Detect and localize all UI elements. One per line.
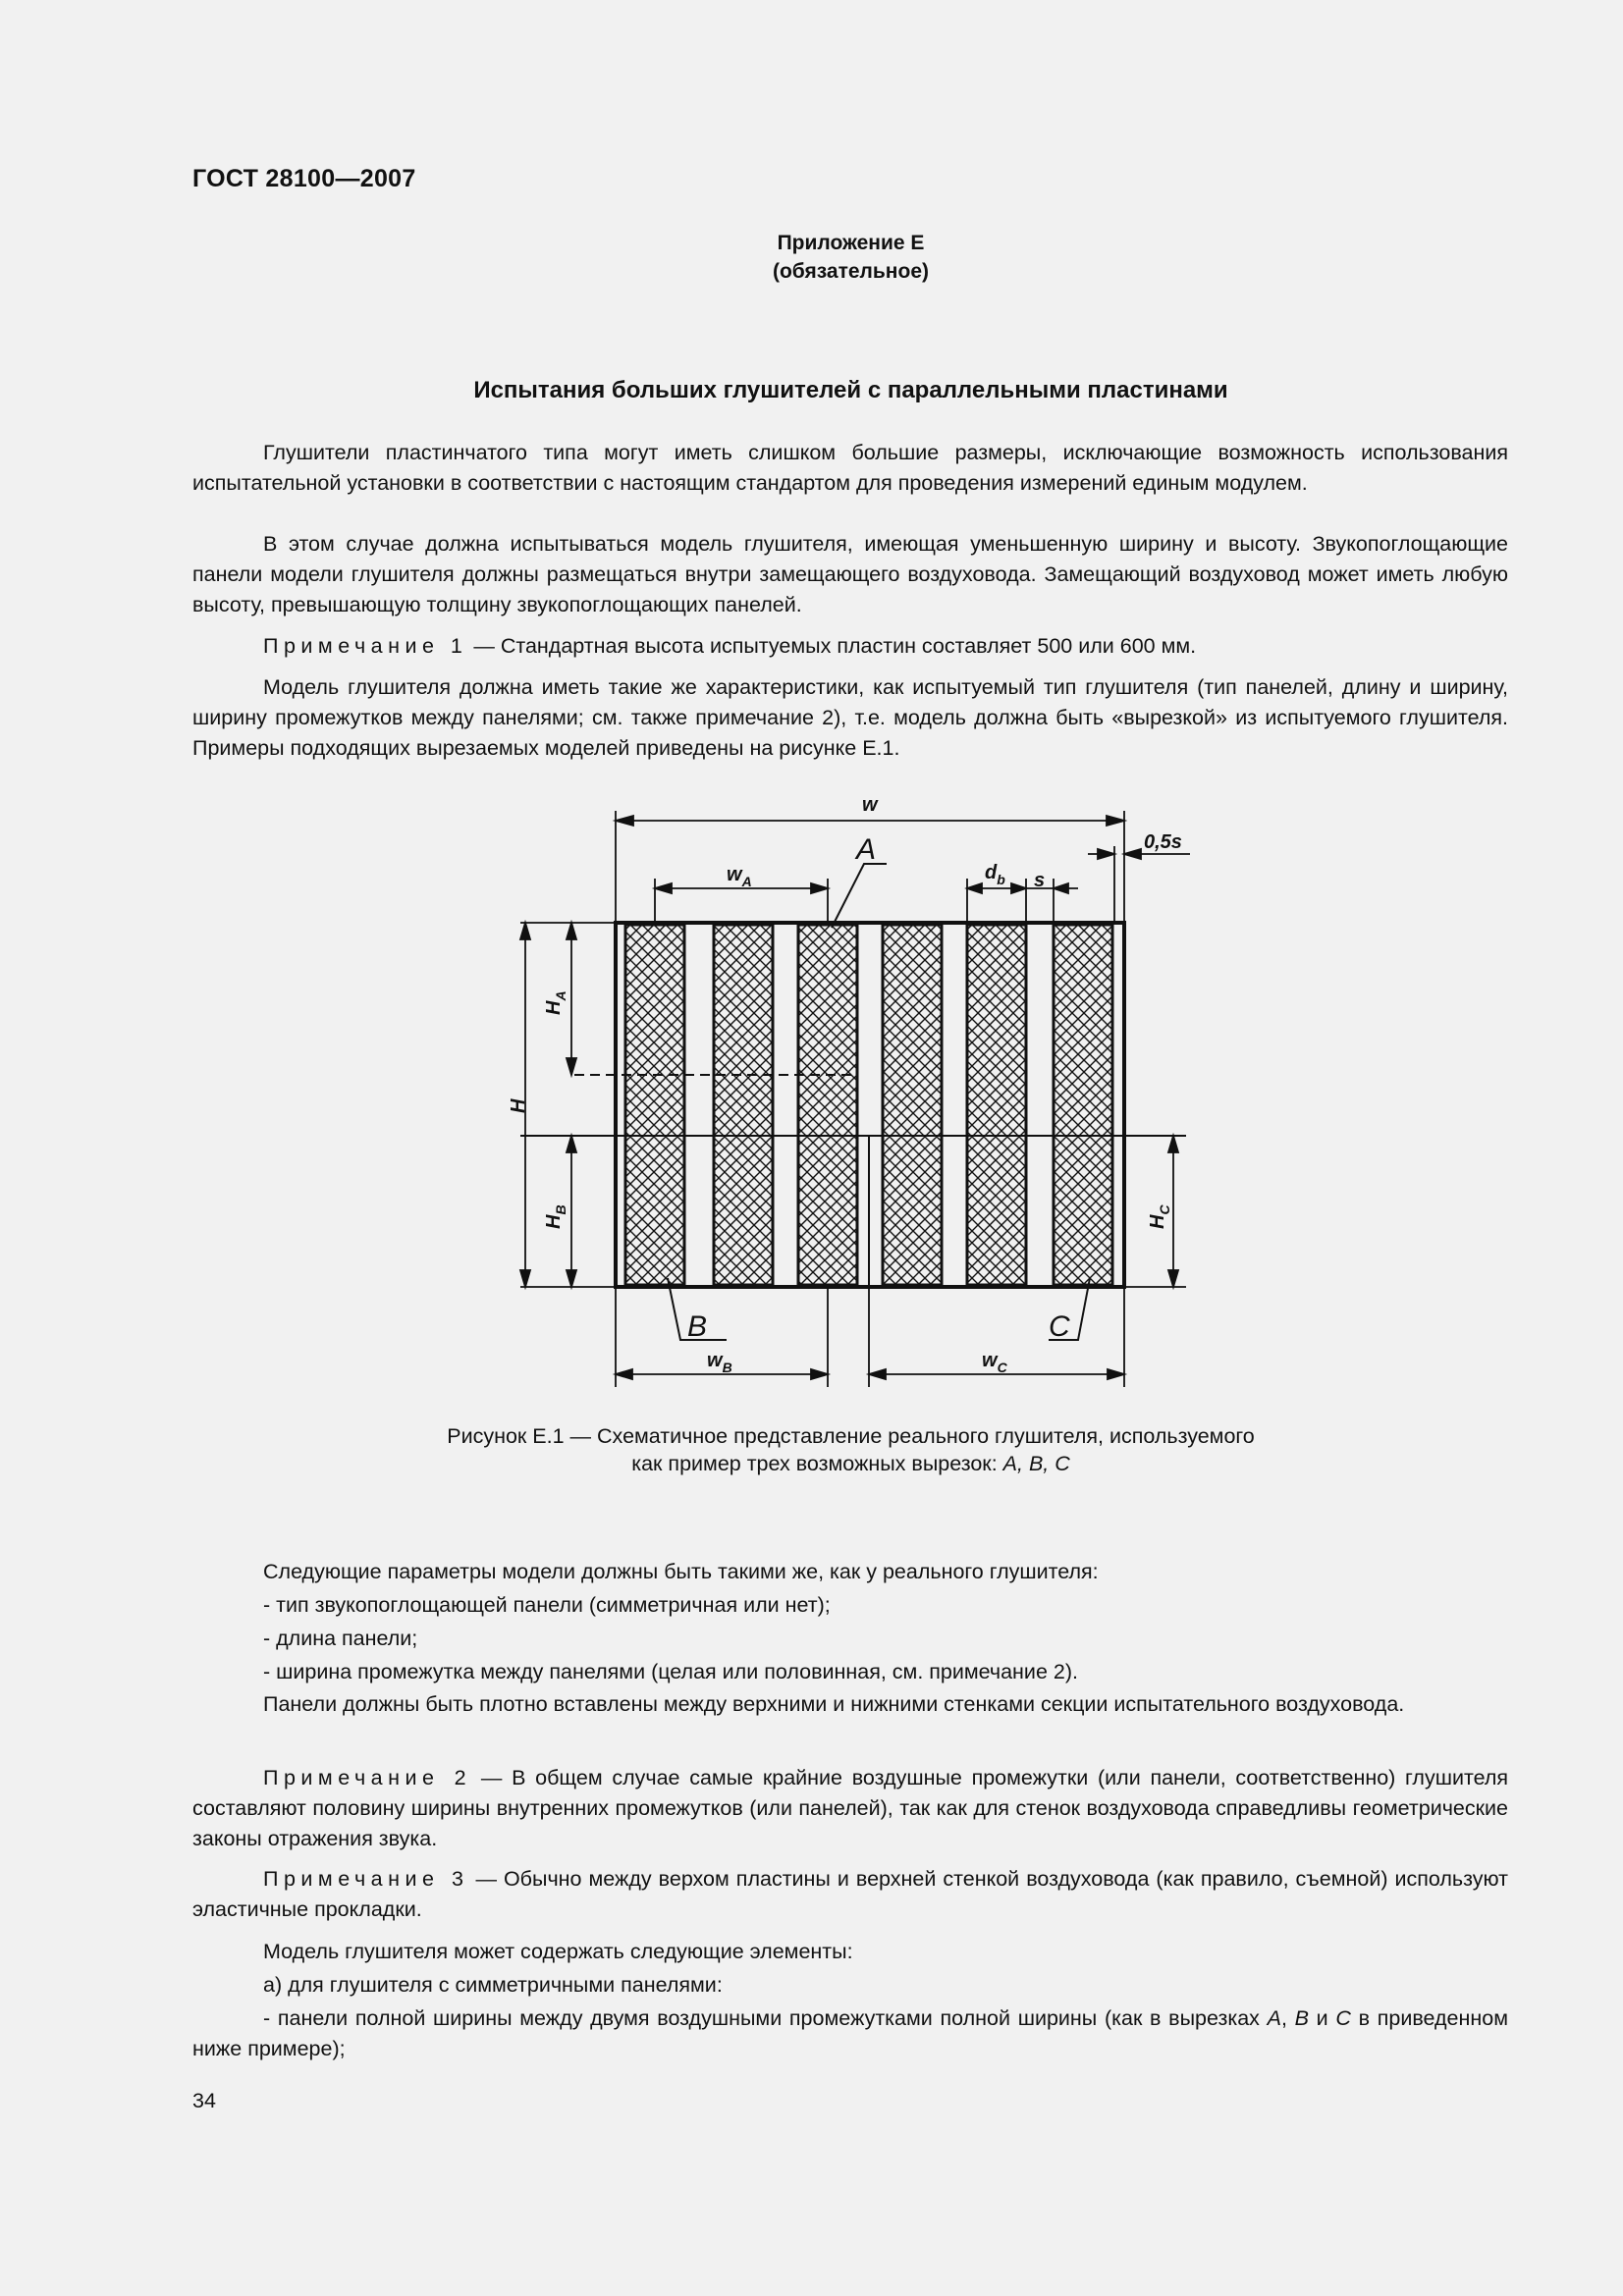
- label-half-s: 0,5s: [1144, 831, 1182, 853]
- label-h: H: [508, 1098, 529, 1113]
- note-3: [192, 1864, 1508, 1925]
- note-3-text: — Обычно между верхом пластины и верхней стенкой воздуховода (как правило, съемной) используют эластичные прокладки.: [192, 1867, 1509, 1921]
- label-s: s: [1034, 870, 1046, 891]
- label-cut-c: C: [1049, 1310, 1070, 1343]
- note-3-label: Примечание 3: [263, 1867, 469, 1891]
- panel-4: [883, 925, 942, 1285]
- page-number: 34: [192, 2089, 216, 2112]
- panel-3: [798, 925, 857, 1285]
- label-ha: $H_A$: [543, 990, 568, 1015]
- panel-2: [714, 925, 773, 1285]
- panel-5: [967, 925, 1026, 1285]
- note-1-text: — Стандартная высота испытуемых пластин составляет 500 или 600 мм.: [467, 634, 1197, 658]
- label-hc: $H_C$: [1147, 1204, 1172, 1229]
- label-wb: $w_B$: [707, 1350, 732, 1375]
- params-lead: Следующие параметры модели должны быть такими же, как у реального глушителя:: [263, 1560, 1099, 1583]
- document-code: ГОСТ 28100—2007: [192, 165, 416, 192]
- elements-item-a: а) для глушителя с симметричными панелями:: [263, 1973, 723, 1997]
- label-hb: $H_B$: [543, 1204, 568, 1229]
- annex-title: Приложение Е: [777, 232, 925, 254]
- note-1: [192, 631, 1508, 662]
- figure-e1-diagram: [491, 785, 1217, 1404]
- params-item-2: - длина панели;: [263, 1627, 418, 1650]
- params-item-3: - ширина промежутка между панелями (целая или половинная, см. примечание 2).: [263, 1660, 1078, 1683]
- elements-item-dash: - панели полной ширины между двумя воздушными промежутками полной ширины (как в вырезках А, В и С в приведенном ниже примере);: [192, 2006, 1508, 2060]
- figure-caption-line-2: как пример трех возможных вырезок: А, В, С: [631, 1452, 1070, 1475]
- panel-1: [625, 925, 684, 1285]
- section-title: Испытания больших глушителей с параллельными пластинами: [473, 377, 1228, 403]
- note-2-text: — В общем случае самые крайние воздушные промежутки (или панели, соответственно) глушителя составляют половину ширины внутренних промежутков (или панелей), так как для стенок воздуховода справедливы геометрические законы отражения звука.: [192, 1766, 1509, 1850]
- figure-caption-line-1: Рисунок Е.1 — Схематичное представление реального глушителя, используемого: [447, 1424, 1255, 1448]
- panel-6: [1054, 925, 1112, 1285]
- label-cut-a: A: [856, 833, 877, 866]
- note-2-label: Примечание 2: [263, 1766, 472, 1789]
- annex-status: (обязательное): [772, 260, 929, 283]
- note-2: [192, 1763, 1508, 1854]
- note-1-label: Примечание 1: [263, 634, 468, 658]
- label-db: $d_b$: [985, 862, 1005, 887]
- params-after: Панели должны быть плотно вставлены между верхними и нижними стенками секции испытательного воздуховода.: [263, 1692, 1405, 1716]
- label-cut-b: B: [687, 1310, 708, 1343]
- label-wa: $w_A$: [727, 864, 752, 889]
- paragraph-intro-2: В этом случае должна испытываться модель глушителя, имеющая уменьшенную ширину и высоту. Звукопоглощающие панели модели глушителя должны размещаться внутри замещающего воздуховода. Замещающий воздуховод может иметь любую высоту, превышающую толщину звукопоглощающих панелей.: [192, 532, 1508, 616]
- elements-lead: Модель глушителя может содержать следующие элементы:: [263, 1940, 853, 1963]
- paragraph-3: Модель глушителя должна иметь такие же характеристики, как испытуемый тип глушителя (тип панелей, длину и ширину, ширину промежутков между панелями; см. также примечание 2), т.е. модель должна быть «вырезкой» из испытуемого глушителя. Примеры подходящих вырезаемых моделей приведены на рисунке Е.1.: [192, 675, 1508, 760]
- label-wc: $w_C$: [982, 1350, 1007, 1375]
- label-w: w: [862, 794, 878, 816]
- params-item-1: - тип звукопоглощающей панели (симметричная или нет);: [263, 1593, 831, 1617]
- paragraph-intro-1: Глушители пластинчатого типа могут иметь слишком большие размеры, исключающие возможность использования испытательной установки в соответствии с настоящим стандартом для проведения измерений единым модулем.: [192, 441, 1508, 495]
